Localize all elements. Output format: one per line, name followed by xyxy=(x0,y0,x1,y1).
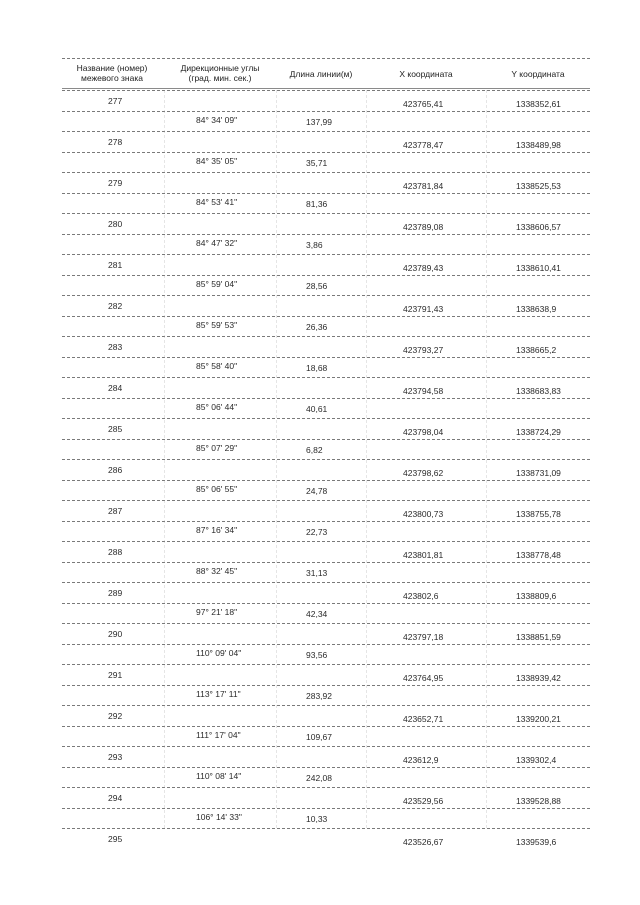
column-divider xyxy=(366,90,367,828)
segment-separator xyxy=(62,726,590,727)
marker-y: 1338755,78 xyxy=(516,509,561,519)
marker-y: 1339200,21 xyxy=(516,714,561,724)
segment-length: 137,99 xyxy=(306,117,332,127)
segment-length: 24,78 xyxy=(306,486,328,496)
marker-name: 286 xyxy=(108,465,123,475)
header-angle-line1: Дирекционные углы xyxy=(180,63,260,73)
marker-y: 1338665,2 xyxy=(516,345,557,355)
segment-separator xyxy=(62,152,590,153)
marker-y: 1339302,4 xyxy=(516,755,557,765)
row-separator xyxy=(62,90,590,91)
marker-x: 423781,84 xyxy=(403,181,444,191)
segment-angle: 111° 17' 04" xyxy=(196,730,241,740)
marker-y: 1338731,09 xyxy=(516,468,561,478)
marker-y: 1338525,53 xyxy=(516,181,561,191)
marker-x: 423652,71 xyxy=(403,714,444,724)
segment-angle: 106° 14' 33" xyxy=(196,812,242,822)
segment-angle: 97° 21' 18" xyxy=(196,607,238,617)
segment-length: 28,56 xyxy=(306,281,328,291)
segment-length: 6,82 xyxy=(306,445,323,455)
row-separator xyxy=(62,418,590,419)
marker-x: 423798,62 xyxy=(403,468,444,478)
marker-name: 289 xyxy=(108,588,123,598)
header-length: Длина линии(м) xyxy=(289,69,353,79)
marker-x: 423526,67 xyxy=(403,837,444,847)
row-separator xyxy=(62,295,590,296)
segment-angle: 85° 59' 53" xyxy=(196,320,238,330)
header-name xyxy=(60,63,164,83)
segment-separator xyxy=(62,808,590,809)
segment-separator xyxy=(62,234,590,235)
marker-name: 295 xyxy=(108,834,123,844)
row-separator xyxy=(62,541,590,542)
segment-angle: 85° 06' 44" xyxy=(196,402,238,412)
segment-separator xyxy=(62,767,590,768)
segment-length: 18,68 xyxy=(306,363,328,373)
segment-separator xyxy=(62,275,590,276)
row-separator xyxy=(62,336,590,337)
marker-y: 1338778,48 xyxy=(516,550,561,560)
segment-separator xyxy=(62,357,590,358)
header-name-line1: Название (номер) xyxy=(76,63,148,73)
marker-x: 423612,9 xyxy=(403,755,439,765)
segment-length: 242,08 xyxy=(306,773,332,783)
segment-separator xyxy=(62,111,590,112)
marker-name: 285 xyxy=(108,424,123,434)
marker-name: 282 xyxy=(108,301,123,311)
segment-separator xyxy=(62,603,590,604)
marker-x: 423797,18 xyxy=(403,632,444,642)
marker-name: 293 xyxy=(108,752,123,762)
segment-separator xyxy=(62,644,590,645)
marker-x: 423764,95 xyxy=(403,673,444,683)
marker-y: 1338610,41 xyxy=(516,263,561,273)
marker-x: 423800,73 xyxy=(403,509,444,519)
marker-y: 1338352,61 xyxy=(516,99,561,109)
segment-angle: 84° 34' 09" xyxy=(196,115,238,125)
segment-angle: 84° 53' 41" xyxy=(196,197,238,207)
marker-y: 1338683,83 xyxy=(516,386,561,396)
marker-name: 283 xyxy=(108,342,123,352)
row-separator xyxy=(62,131,590,132)
row-separator xyxy=(62,746,590,747)
row-separator xyxy=(62,500,590,501)
marker-x: 423529,56 xyxy=(403,796,444,806)
segment-length: 40,61 xyxy=(306,404,328,414)
segment-length: 26,36 xyxy=(306,322,328,332)
segment-length: 81,36 xyxy=(306,199,328,209)
header-angle-line2: (град. мин. сек.) xyxy=(188,73,252,83)
segment-length: 109,67 xyxy=(306,732,332,742)
marker-x: 423789,08 xyxy=(403,222,444,232)
marker-name: 279 xyxy=(108,178,123,188)
marker-name: 292 xyxy=(108,711,123,721)
segment-length: 3,86 xyxy=(306,240,323,250)
row-separator xyxy=(62,172,590,173)
row-separator xyxy=(62,459,590,460)
header-angle xyxy=(164,63,276,83)
segment-angle: 85° 06' 55" xyxy=(196,484,238,494)
segment-separator xyxy=(62,439,590,440)
table-top-line xyxy=(62,58,590,59)
row-separator xyxy=(62,377,590,378)
segment-angle: 110° 09' 04" xyxy=(196,648,242,658)
column-divider xyxy=(276,90,277,828)
segment-length: 22,73 xyxy=(306,527,328,537)
segment-angle: 110° 08' 14" xyxy=(196,771,242,781)
marker-y: 1339528,88 xyxy=(516,796,561,806)
segment-separator xyxy=(62,193,590,194)
segment-angle: 113° 17' 11" xyxy=(196,689,241,699)
segment-length: 31,13 xyxy=(306,568,328,578)
segment-angle: 88° 32' 45" xyxy=(196,566,238,576)
row-separator xyxy=(62,828,590,829)
marker-name: 290 xyxy=(108,629,123,639)
segment-length: 35,71 xyxy=(306,158,328,168)
marker-x: 423801,81 xyxy=(403,550,444,560)
row-separator xyxy=(62,787,590,788)
marker-y: 1338724,29 xyxy=(516,427,561,437)
marker-y: 1338939,42 xyxy=(516,673,561,683)
row-separator xyxy=(62,623,590,624)
header-name-line2: межевого знака xyxy=(81,73,143,83)
row-separator xyxy=(62,213,590,214)
segment-length: 93,56 xyxy=(306,650,328,660)
header-bottom-line xyxy=(62,88,590,89)
marker-x: 423778,47 xyxy=(403,140,444,150)
marker-y: 1339539,6 xyxy=(516,837,557,847)
marker-x: 423765,41 xyxy=(403,99,444,109)
segment-separator xyxy=(62,480,590,481)
column-divider xyxy=(164,90,165,828)
segment-angle: 84° 35' 05" xyxy=(196,156,238,166)
marker-x: 423794,58 xyxy=(403,386,444,396)
marker-name: 281 xyxy=(108,260,123,270)
segment-length: 42,34 xyxy=(306,609,328,619)
row-separator xyxy=(62,254,590,255)
segment-length: 283,92 xyxy=(306,691,332,701)
marker-name: 294 xyxy=(108,793,123,803)
marker-name: 291 xyxy=(108,670,123,680)
segment-angle: 85° 59' 04" xyxy=(196,279,238,289)
segment-angle: 87° 16' 34" xyxy=(196,525,238,535)
marker-name: 287 xyxy=(108,506,123,516)
marker-x: 423791,43 xyxy=(403,304,444,314)
segment-separator xyxy=(62,316,590,317)
segment-angle: 85° 07' 29" xyxy=(196,443,238,453)
marker-y: 1338809,6 xyxy=(516,591,557,601)
marker-name: 278 xyxy=(108,137,123,147)
row-separator xyxy=(62,582,590,583)
segment-separator xyxy=(62,685,590,686)
column-divider xyxy=(486,90,487,828)
marker-x: 423793,27 xyxy=(403,345,444,355)
segment-length: 10,33 xyxy=(306,814,328,824)
marker-x: 423789,43 xyxy=(403,263,444,273)
marker-y: 1338489,98 xyxy=(516,140,561,150)
marker-y: 1338638,9 xyxy=(516,304,557,314)
marker-name: 280 xyxy=(108,219,123,229)
marker-name: 288 xyxy=(108,547,123,557)
marker-y: 1338851,59 xyxy=(516,632,561,642)
marker-name: 284 xyxy=(108,383,123,393)
header-x: X координата xyxy=(399,69,453,79)
segment-angle: 85° 58' 40" xyxy=(196,361,238,371)
marker-y: 1338606,57 xyxy=(516,222,561,232)
segment-separator xyxy=(62,398,590,399)
segment-angle: 84° 47' 32" xyxy=(196,238,238,248)
segment-separator xyxy=(62,562,590,563)
marker-name: 277 xyxy=(108,96,123,106)
marker-x: 423802,6 xyxy=(403,591,439,601)
header-y: Y координата xyxy=(511,69,565,79)
marker-x: 423798,04 xyxy=(403,427,444,437)
segment-separator xyxy=(62,521,590,522)
row-separator xyxy=(62,705,590,706)
row-separator xyxy=(62,664,590,665)
